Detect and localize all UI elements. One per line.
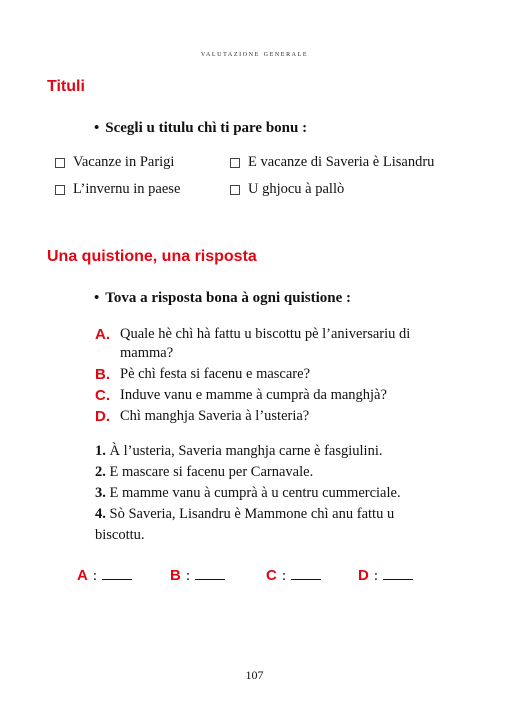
question-text: Induve vanu e mamme à cumprà da manghjà? [120,387,387,403]
answer-number: 1 [95,443,103,459]
title-option[interactable] [230,154,434,171]
response-a[interactable] [77,565,132,585]
question-text: Quale hè chì hà fattu u biscottu pè l’aniversariu di mamma? [120,326,411,361]
instruction-tituli [94,120,307,137]
response-d[interactable] [358,565,413,585]
question-text: Pè chì festa si facenu e mascare? [120,366,311,382]
response-separator: : [92,568,98,584]
question-letter: A. [95,326,110,343]
title-option-label: Vacanze in Parigi [73,154,175,170]
page-number: 107 [245,668,264,682]
title-option-label: U ghjocu à pallò [248,181,345,197]
response-separator: : [185,568,191,584]
checkbox-icon[interactable] [230,158,240,168]
title-option-label: E vacanze di Saveria è Lisandru [248,154,435,170]
response-letter: D [358,567,369,584]
response-blank[interactable] [195,565,225,580]
title-option[interactable] [230,181,344,198]
response-blank[interactable] [383,565,413,580]
question-letter: B. [95,366,110,383]
question-item [95,386,455,405]
instruction-text: Scegli u titulu chì ti pare bonu : [105,120,308,136]
title-option[interactable] [55,181,180,198]
bullet-icon: • [94,290,100,306]
answer-text: Sò Saveria, Lisandru è Mammone chì anu fattu u biscottu. [95,506,395,543]
response-separator: : [373,568,379,584]
answer-item: 2. E mascare si facenu per Carnavale. [95,464,314,480]
question-letter: C. [95,387,110,404]
bullet-icon: • [94,120,100,136]
title-option[interactable] [55,154,174,171]
response-letter: C [266,567,277,584]
question-item [95,407,455,426]
response-blank[interactable] [102,565,132,580]
answer-text: E mamme vanu à cumprà à u centru cummerciale. [109,485,401,501]
answer-item: 3. E mamme vanu à cumprà à u centru cummerciale. [95,485,401,501]
question-letter: D. [95,408,110,425]
answer-text: À l’usteria, Saveria manghja carne è fasgiulini. [109,443,383,459]
question-item [95,365,455,384]
checkbox-icon[interactable] [55,158,65,168]
response-b[interactable] [170,565,225,585]
checkbox-icon[interactable] [230,185,240,195]
answer-number: 2 [95,464,103,480]
section-title-tituli: Tituli [47,78,85,95]
checkbox-icon[interactable] [55,185,65,195]
question-item [95,325,455,363]
title-option-label: L’invernu in paese [73,181,181,197]
response-letter: B [170,567,181,584]
question-text: Chì manghja Saveria à l’usteria? [120,408,310,424]
response-letter: A [77,567,88,584]
response-c[interactable] [266,565,321,585]
answer-item: 4. Sò Saveria, Lisandru è Mammone chì anu fattu u biscottu. [95,506,395,543]
response-blank[interactable] [291,565,321,580]
section-title-quistione: Una quistione, una risposta [47,248,257,265]
running-head: valutazione generale [200,48,309,58]
instruction-quistione [94,290,351,307]
answer-number: 4 [95,506,103,522]
response-separator: : [281,568,287,584]
answer-item: 1. À l’usteria, Saveria manghja carne è fasgiulini. [95,443,383,459]
answer-number: 3 [95,485,103,501]
instruction-text: Tova a risposta bona à ogni quistione : [105,290,352,306]
answer-text: E mascare si facenu per Carnavale. [109,464,314,480]
